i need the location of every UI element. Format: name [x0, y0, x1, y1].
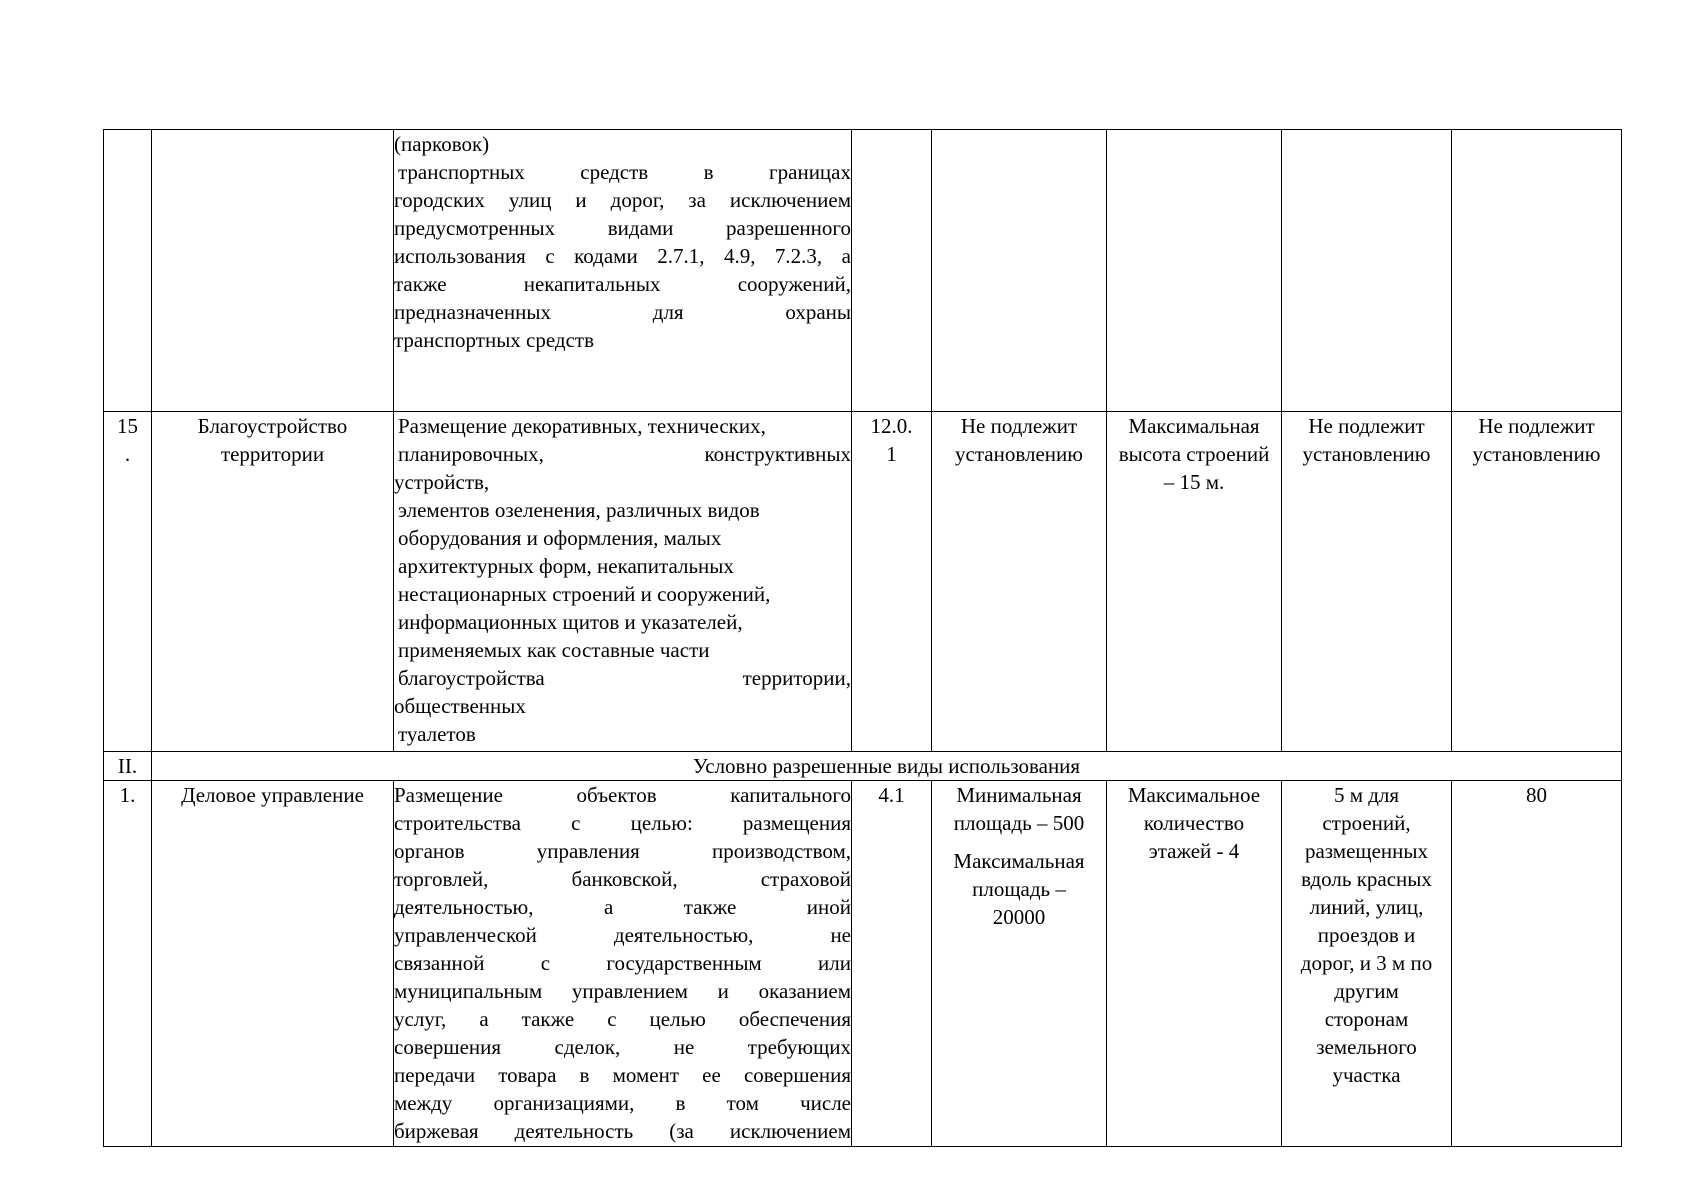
- cell-percent: [1452, 130, 1622, 412]
- desc-line: использования с кодами 2.7.1, 4.9, 7.2.3, а: [394, 244, 851, 268]
- height-value: количество: [1143, 811, 1245, 835]
- desc-line: предназначенных для охраны: [394, 300, 851, 324]
- desc-line: деятельностью, а также иной: [394, 895, 851, 919]
- area-value: Не подлежит: [960, 414, 1078, 438]
- desc-line: торговлей, банковской, страховой: [394, 867, 851, 891]
- desc-line: туалетов: [398, 722, 476, 746]
- setback-line: земельного: [1316, 1035, 1417, 1059]
- area-min: Минимальная: [956, 783, 1082, 807]
- cell-name: Деловое управление: [152, 781, 394, 1147]
- section-title: Условно разрешенные виды использования: [152, 752, 1622, 781]
- desc-line: городских улиц и дорог, за исключением: [394, 188, 851, 212]
- use-name: Благоустройство: [197, 414, 348, 438]
- area-value: установлению: [955, 442, 1083, 466]
- cell-area: [932, 130, 1107, 412]
- desc-line: муниципальным управлением и оказанием: [394, 979, 851, 1003]
- desc-line: биржевая деятельность (за исключением: [394, 1119, 851, 1143]
- cell-code: 4.1: [852, 781, 932, 1147]
- cell-description: [394, 412, 852, 752]
- setback-line: строений,: [1322, 811, 1411, 835]
- setback-line: проездов и: [1317, 923, 1416, 947]
- cell-area: [932, 781, 1107, 1147]
- area-max: площадь –: [972, 877, 1066, 901]
- use-code: 1: [886, 442, 897, 466]
- cell-height: [1107, 130, 1282, 412]
- percent-value: установлению: [1472, 442, 1601, 466]
- table-row-continuation: [104, 130, 1622, 412]
- height-value: этажей - 4: [1148, 839, 1240, 863]
- desc-line: информационных щитов и указателей,: [398, 610, 743, 634]
- setback-value: установлению: [1302, 442, 1431, 466]
- setback-line: участка: [1332, 1063, 1401, 1087]
- cell-code: [852, 412, 932, 752]
- desc-line: совершения сделок, не требующих: [394, 1035, 851, 1059]
- height-value: Максимальная: [1128, 414, 1260, 438]
- height-value: – 15 м.: [1163, 470, 1225, 494]
- setback-line: сторонам: [1324, 1007, 1409, 1031]
- cell-num: [104, 412, 152, 752]
- desc-line: также некапитальных сооружений,: [394, 272, 851, 296]
- desc-line: предусмотренных видами разрешенного: [394, 216, 851, 240]
- use-name: территории: [220, 442, 325, 466]
- row-number: 15: [117, 414, 138, 438]
- cell-height: [1107, 781, 1282, 1147]
- desc-line: оборудования и оформления, малых: [398, 526, 722, 550]
- use-code: 12.0.: [870, 414, 913, 438]
- desc-line: (парковок): [394, 132, 490, 156]
- cell-setback: [1282, 412, 1452, 752]
- area-max: Максимальная: [953, 849, 1085, 873]
- row-number-dot: .: [124, 442, 131, 466]
- cell-setback: [1282, 781, 1452, 1147]
- cell-name: [152, 130, 394, 412]
- desc-line: нестационарных строений и сооружений,: [398, 582, 771, 606]
- cell-setback: [1282, 130, 1452, 412]
- area-max: 20000: [992, 905, 1046, 929]
- desc-line: транспортных средств в границах: [398, 160, 851, 184]
- desc-line: общественных: [394, 694, 526, 718]
- cell-code: [852, 130, 932, 412]
- cell-num: [104, 130, 152, 412]
- setback-line: размещенных: [1304, 839, 1428, 863]
- desc-line: устройств,: [394, 470, 490, 494]
- desc-line: применяемых как составные части: [398, 638, 710, 662]
- desc-line: услуг, а также с целью обеспечения: [394, 1007, 851, 1031]
- setback-line: вдоль красных: [1301, 867, 1432, 891]
- setback-line: линий, улиц,: [1309, 895, 1424, 919]
- table-row-1: [104, 781, 1622, 1147]
- desc-line: Размещение объектов капитального: [394, 783, 851, 807]
- desc-line: управленческой деятельностью, не: [394, 923, 851, 947]
- desc-line: органов управления производством,: [394, 839, 851, 863]
- cell-name: [152, 412, 394, 752]
- cell-area: [932, 412, 1107, 752]
- table-row-15: [104, 412, 1622, 752]
- setback-line: другим: [1334, 979, 1399, 1003]
- desc-line: благоустройства территории,: [398, 666, 851, 690]
- cell-percent: 80: [1452, 781, 1622, 1147]
- height-value: Максимальное: [1127, 783, 1261, 807]
- desc-line: Размещение декоративных, технических,: [398, 414, 766, 438]
- cell-description: [394, 130, 852, 412]
- cell-percent: [1452, 412, 1622, 752]
- desc-line: архитектурных форм, некапитальных: [398, 554, 734, 578]
- section-row: [104, 752, 1622, 781]
- area-min: площадь – 500: [953, 811, 1085, 835]
- desc-line: связанной с государственным или: [394, 951, 851, 975]
- percent-value: Не подлежит: [1478, 414, 1595, 438]
- desc-line: между организациями, в том числе: [394, 1091, 851, 1115]
- cell-num: 1.: [104, 781, 152, 1147]
- desc-line: строительства с целью: размещения: [394, 811, 851, 835]
- desc-line: передачи товара в момент ее совершения: [394, 1063, 851, 1087]
- cell-height: [1107, 412, 1282, 752]
- cell-description: [394, 781, 852, 1147]
- section-number: II.: [104, 752, 152, 781]
- setback-value: Не подлежит: [1308, 414, 1425, 438]
- desc-line: элементов озеленения, различных видов: [398, 498, 760, 522]
- desc-line: планировочных, конструктивных: [398, 442, 851, 466]
- regulations-table: [103, 129, 1622, 1147]
- setback-line: 5 м для: [1333, 783, 1400, 807]
- setback-line: дорог, и 3 м по: [1300, 951, 1433, 975]
- desc-line: транспортных средств: [394, 328, 595, 352]
- height-value: высота строений: [1118, 442, 1270, 466]
